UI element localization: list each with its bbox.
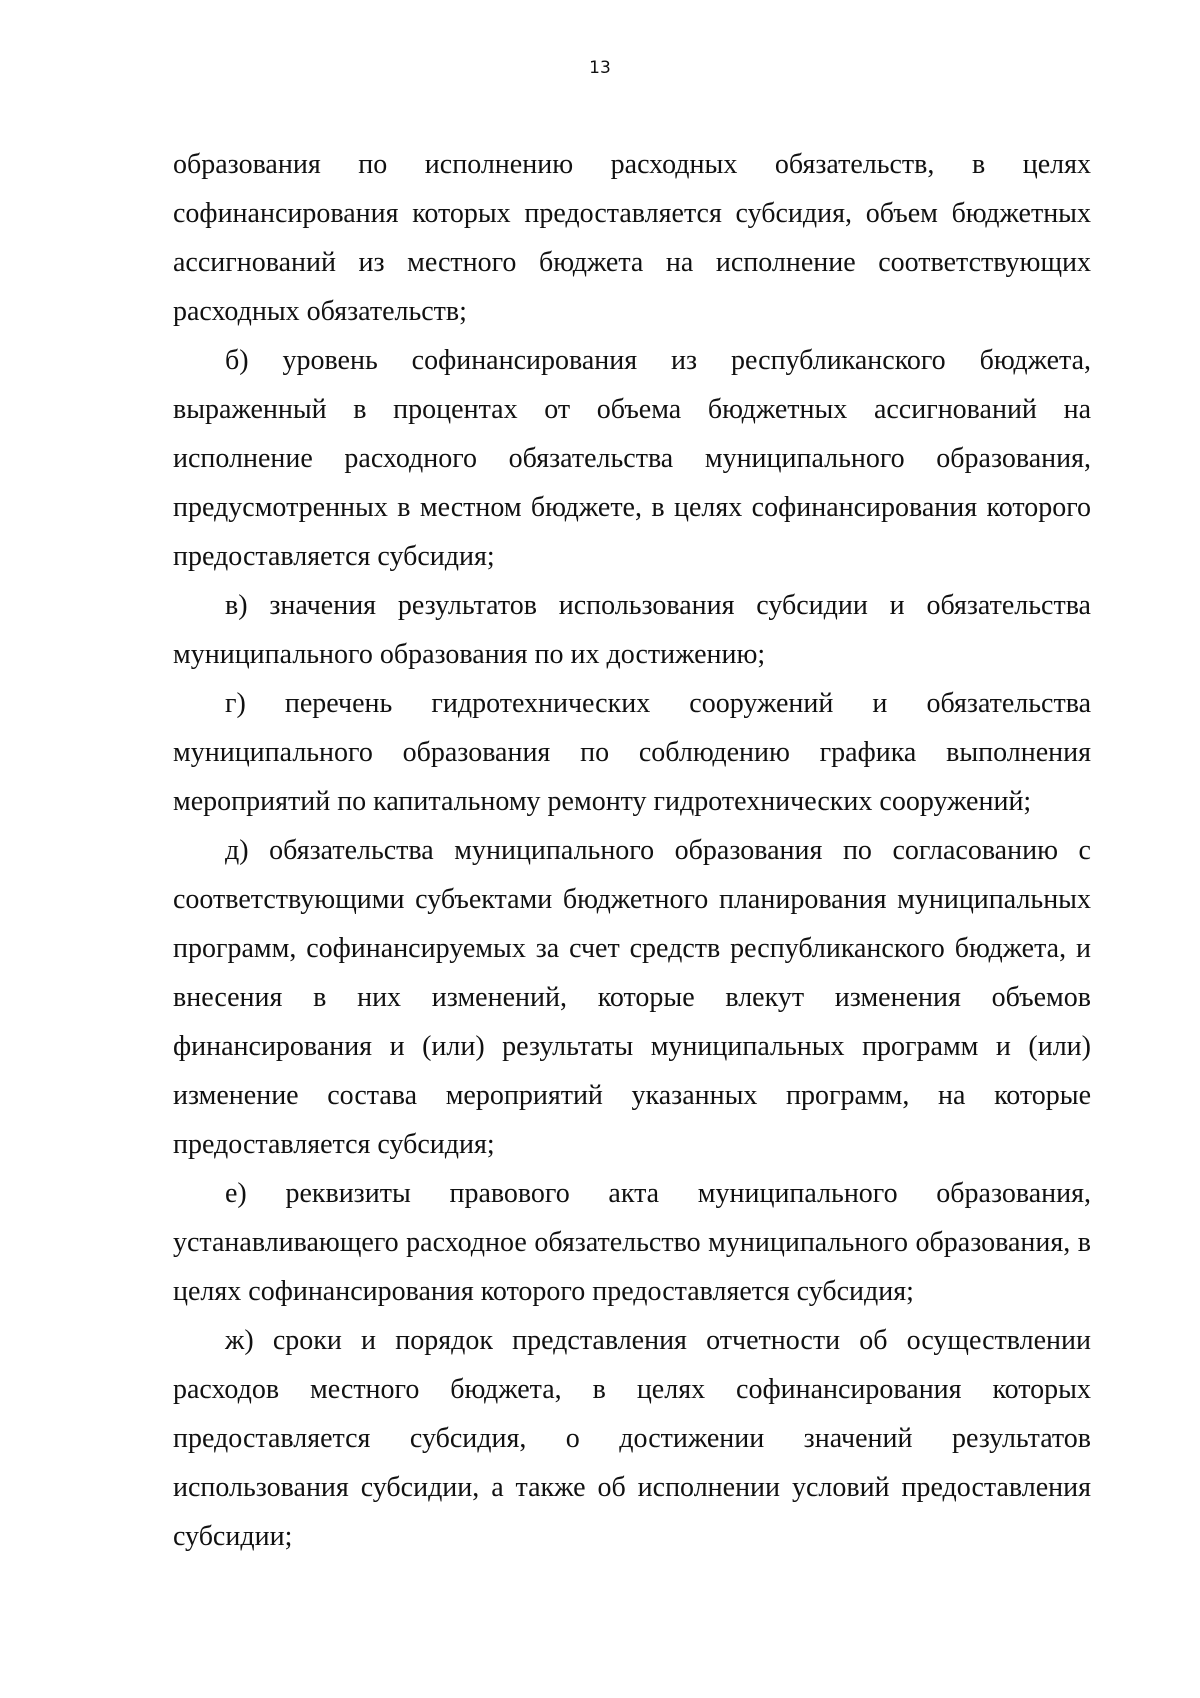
paragraph-item-d: д) обязательства муниципального образования по согласованию с соответствующими субъектами бюджетного планирования муниципальных программ, софинансируемых за счет средств республиканского бюджета, и внесения в них изменений, которые влекут изменения объемов финансирования и (или) результаты муниципальных программ и (или) изменение состава мероприятий указанных программ, на которые предоставляется субсидия;	[173, 835, 1091, 1160]
document-body	[173, 140, 1091, 1561]
paragraph-continuation: образования по исполнению расходных обязательств, в целях софинансирования которых предоставляется субсидия, объем бюджетных ассигнований из местного бюджета на исполнение соответствующих расходных обязательств;	[173, 149, 1091, 327]
paragraph-item-g: г) перечень гидротехнических сооружений и обязательства муниципального образования по соблюдению графика выполнения мероприятий по капитальному ремонту гидротехнических сооружений;	[173, 688, 1091, 817]
paragraph-item-v: в) значения результатов использования субсидии и обязательства муниципального образования по их достижению;	[173, 590, 1091, 670]
page-number: 13	[589, 58, 611, 78]
paragraph-item-zh: ж) сроки и порядок представления отчетности об осуществлении расходов местного бюджета, в целях софинансирования которых предоставляется субсидия, о достижении значений результатов использования субсидии, а также об исполнении условий предоставления субсидии;	[173, 1325, 1091, 1552]
paragraph-item-b: б) уровень софинансирования из республиканского бюджета, выраженный в процентах от объема бюджетных ассигнований на исполнение расходного обязательства муниципального образования, предусмотренных в местном бюджете, в целях софинансирования которого предоставляется субсидия;	[173, 345, 1091, 572]
paragraph-item-e: е) реквизиты правового акта муниципального образования, устанавливающего расходное обязательство муниципального образования, в целях софинансирования которого предоставляется субсидия;	[173, 1178, 1091, 1307]
